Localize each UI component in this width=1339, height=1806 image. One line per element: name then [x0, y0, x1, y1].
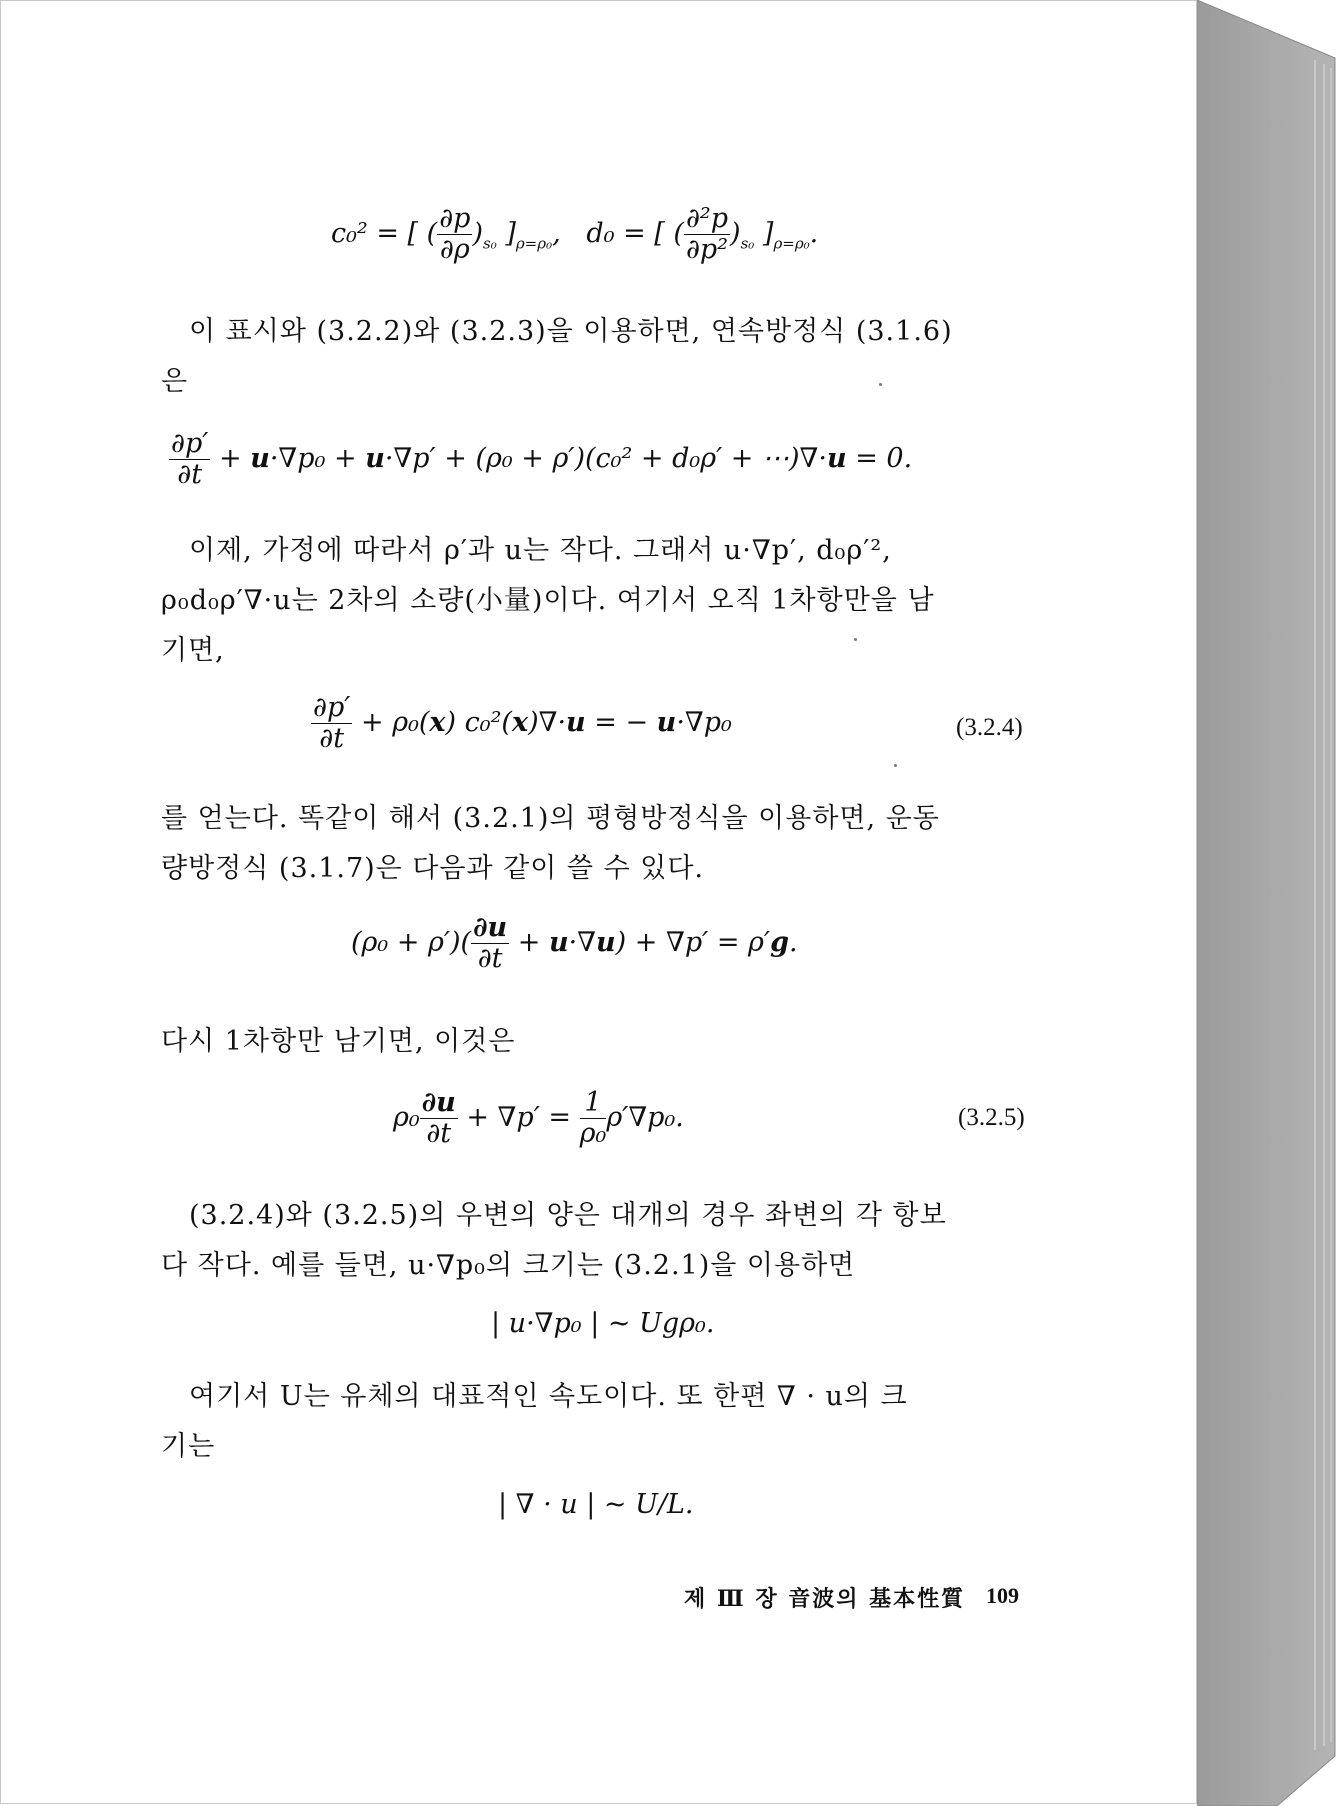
running-footer: 제 Ⅲ 장 音波의 基本性質 [684, 1586, 966, 1612]
paragraph-line: 다 작다. 예를 들면, u·∇p₀의 크기는 (3.2.1)을 이용하면 [161, 1250, 856, 1281]
equation-c0-d0: c₀² = [ ( $\frac{\partial p}{\partial\rho}$ )$_{s_0}$ ]$_{\rho=\rho_0}$, d₀ = [ ( $\frac{\text{∂²p}}{\text{∂p²}}$ )$_{s_0}$ ]$_{\rho=\rho_0}$. [331, 203, 819, 265]
equation-continuity: $\frac{\partial p'}{\partial t}$ + u·∇p₀ + u·∇p′ + (ρ₀ + ρ′)(c₀² + d₀ρ′ + ⋯)∇·u = 0. [171, 428, 913, 490]
scan-speck [854, 638, 857, 641]
paragraph-line: 이제, 가정에 따라서 ρ′과 u는 작다. 그래서 u·∇p′, d₀ρ′², [189, 535, 892, 566]
book-edge [1197, 0, 1339, 1806]
equation-magnitude-advection: | u·∇p₀ | ~ Ugρ₀. [491, 1308, 715, 1339]
paragraph-line: 다시 1차항만 남기면, 이것은 [161, 1026, 516, 1057]
equation-3-2-5: ρ₀ $\frac{\partial u}{\partial t}$ + ∇p′ = $\frac{1}{\text{ρ₀}}$ ρ′∇p₀. [393, 1087, 684, 1149]
paragraph-line: ρ₀d₀ρ′∇·u는 2차의 소량(小量)이다. 여기서 오직 1차항만을 남 [161, 585, 935, 616]
paragraph-line: 기면, [161, 635, 225, 666]
paragraph-line: 여기서 U는 유체의 대표적인 속도이다. 또 한편 ∇ · u의 크 [189, 1381, 908, 1412]
paragraph-line: 량방정식 (3.1.7)은 다음과 같이 쓸 수 있다. [161, 853, 704, 884]
scan-speck [879, 383, 882, 386]
paragraph-line: 기는 [161, 1431, 216, 1462]
equation-number: (3.2.5) [958, 1104, 1025, 1131]
equation-momentum: (ρ₀ + ρ′)( $\frac{\partial u}{\partial t}$ + u·∇u) + ∇p′ = ρ′g. [351, 912, 798, 974]
page-number: 109 [986, 1583, 1019, 1608]
scan-speck [894, 764, 897, 767]
equation-magnitude-divergence: | ∇ · u | ~ U/L. [498, 1489, 694, 1520]
paragraph-line: (3.2.4)와 (3.2.5)의 우변의 양은 대개의 경우 좌변의 각 항보 [189, 1200, 947, 1231]
paragraph-line: 이 표시와 (3.2.2)와 (3.2.3)을 이용하면, 연속방정식 (3.1.6) [189, 316, 953, 347]
paragraph-line: 은 [161, 366, 189, 397]
equation-3-2-4: $\frac{\partial p'}{\partial t}$ + ρ₀(x) c₀²(x)∇·u = − u·∇p₀ [313, 692, 732, 754]
equation-number: (3.2.4) [956, 714, 1023, 741]
paragraph-line: 를 얻는다. 똑같이 해서 (3.2.1)의 평형방정식을 이용하면, 운동 [161, 803, 940, 834]
